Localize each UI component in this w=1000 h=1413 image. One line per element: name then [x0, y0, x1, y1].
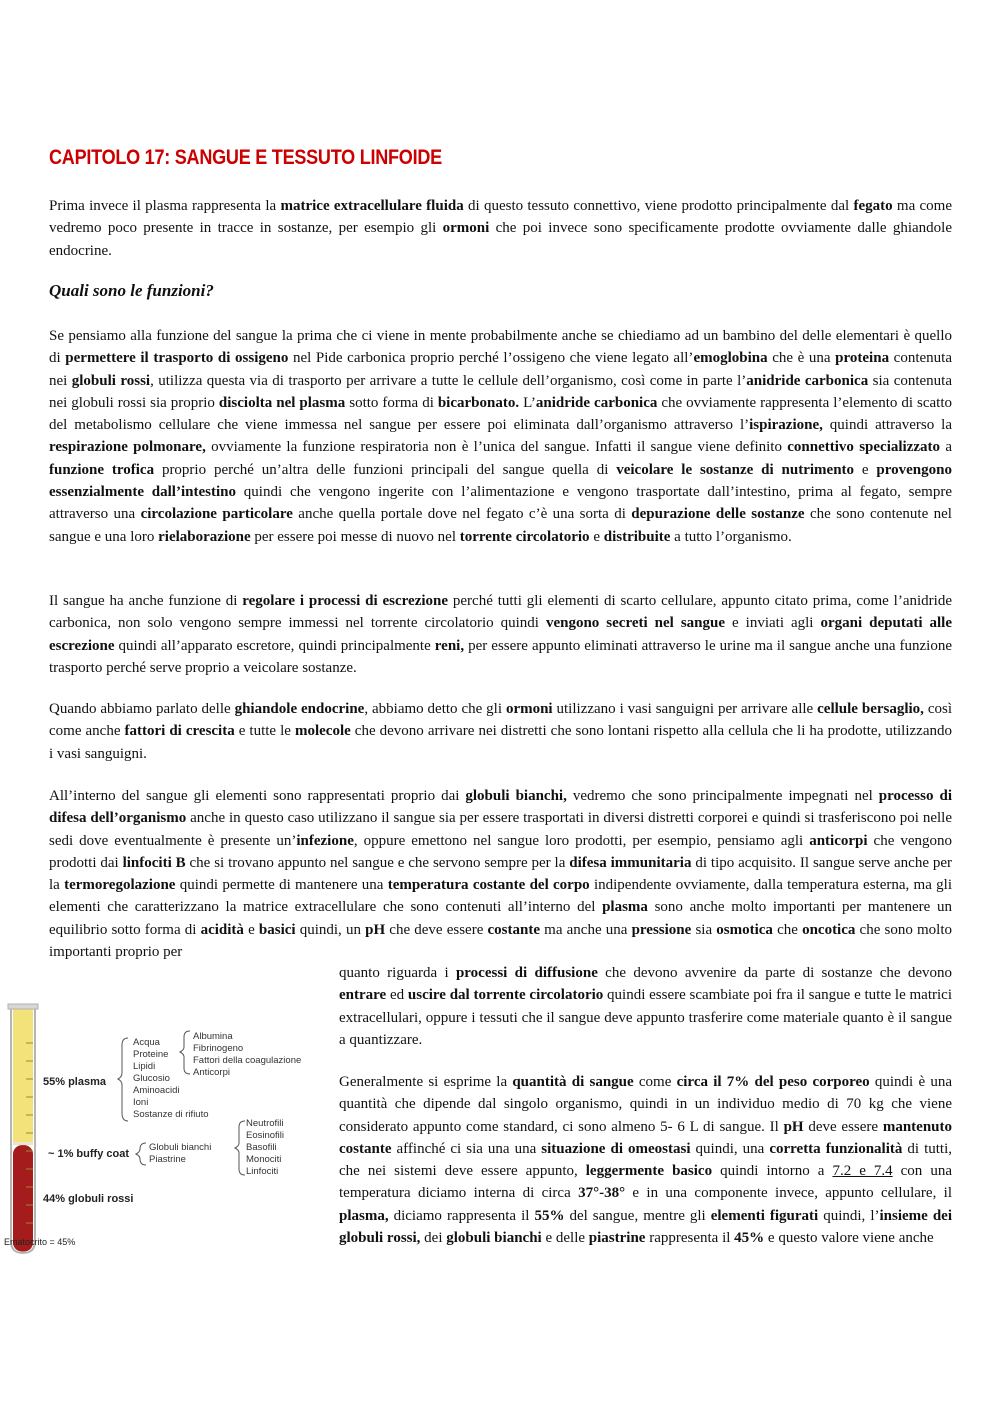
text-run: di tipo acquisito. Il sangue serve anche per la [49, 854, 953, 894]
text-run: quindi che vengono ingerite con l’alimentazione e vengono trasportate dall’intestino, prima al fegato, sempre attraverso una [49, 484, 952, 523]
bold-term: molecole [294, 723, 351, 740]
text-run: Generalmente si esprime la [339, 1074, 513, 1090]
bold-term: difesa immunitaria [569, 854, 692, 871]
paragraph-functions [49, 325, 952, 548]
paragraph-endocrine [49, 698, 952, 765]
svg-text:Linfociti: Linfociti [246, 1166, 279, 1177]
bold-term: entrare [339, 987, 387, 1004]
text-run: sia [691, 921, 717, 938]
bold-term: disciolta nel plasma [218, 394, 346, 411]
bold-term: processi di diffusione [455, 965, 598, 981]
bold-term: plasma, [339, 1207, 389, 1224]
bold-term: pH [783, 1118, 804, 1135]
text-run: quindi permette di mantenere una [175, 877, 388, 894]
text-run: ovviamente la funzione respiratoria non è l’unica del sangue. Infatti il sangue viene definito [205, 439, 788, 456]
bold-term: veicolare le sostanze di nutrimento [616, 461, 855, 478]
protein-components [193, 1031, 301, 1078]
paragraph-diffusion [339, 962, 952, 1051]
tube-plasma-layer [13, 1009, 33, 1142]
bold-term: emoglobina [693, 350, 768, 367]
text-run: quindi, una [690, 1140, 770, 1157]
bold-term: torrente circolatorio [459, 528, 590, 545]
text-run: deve essere [803, 1118, 883, 1135]
bold-term: circolazione particolare [140, 506, 293, 523]
text-run: e delle [541, 1230, 589, 1247]
bold-term: pH [365, 921, 386, 938]
tube-rbc-layer [13, 1145, 33, 1252]
bold-term: organi deputati alle escrezione [49, 615, 952, 654]
text-run: sotto forma di [345, 394, 438, 411]
text-run: per essere poi messe di nuovo nel [250, 528, 460, 545]
text-run: , utilizza questa via di trasporto per arrivare a tutte le cellule dell’organismo, così come in parte l’ [150, 372, 747, 389]
bold-term: cellule bersaglio, [817, 701, 924, 717]
svg-text:Anticorpi: Anticorpi [193, 1067, 230, 1078]
text-run: così come anche [49, 701, 953, 740]
text-run: e inviati agli [725, 615, 821, 632]
bold-term: rielaborazione [158, 528, 251, 545]
text-run: come [633, 1074, 677, 1090]
bold-term: ghiandole endocrine [234, 701, 365, 717]
text-run: indipendente ovviamente, dalla temperatura esterna, ma gli elementi che caratterizzano la matrice extracellulare che sono contenuti all’interno del [49, 877, 953, 916]
hematocrit-label: Ematocrito = 45% [4, 1237, 76, 1247]
text-run: quindi all’apparato escretore, quindi principalmente [114, 637, 435, 654]
text-run: e [243, 921, 259, 938]
svg-text:Ioni: Ioni [133, 1097, 149, 1108]
bold-term: 45% [734, 1230, 765, 1247]
text-run: che si trovano appunto nel sangue e che servono sempre per la [185, 854, 570, 871]
text-run: a tutto l’organismo. [670, 528, 792, 545]
bold-term: termoregolazione [64, 877, 176, 894]
text-run: ma anche una [540, 921, 632, 938]
bold-term: uscire dal torrente circolatorio [407, 987, 604, 1004]
bold-term: situazione di omeostasi [541, 1140, 691, 1157]
bold-term: matrice extracellulare fluida [280, 198, 464, 214]
svg-text:Monociti: Monociti [246, 1154, 282, 1165]
text-run: che vengono prodotti dai [49, 832, 953, 871]
text-run: proprio perché un’altra delle funzioni principali del sangue quella di [154, 461, 617, 478]
bold-term: insieme dei globuli rossi, [339, 1207, 952, 1247]
plasma-brace [118, 1038, 128, 1121]
text-run: quindi intorno a [712, 1163, 833, 1180]
paragraph-defense [49, 785, 952, 963]
bold-term: funzione trofica [49, 461, 155, 478]
svg-text:Glucosio: Glucosio [133, 1073, 170, 1084]
bold-term: globuli bianchi, [465, 788, 567, 804]
text-run: sia contenuta nei globuli rossi sia proprio [49, 372, 952, 411]
text-run: che devono arrivare nei distretti che sono lontani rispetto alla cellula che li ha prodotte, utilizzando i vasi sanguigni. [49, 723, 952, 762]
text-run: che è una [767, 350, 836, 367]
bold-term: circa il 7% del peso corporeo [676, 1074, 870, 1090]
bold-term: permettere il trasporto di ossigeno [65, 350, 289, 367]
text-run: quindi, l’ [818, 1207, 880, 1224]
bold-term: anidride carbonica [746, 372, 869, 389]
bold-term: globuli rossi [71, 372, 151, 389]
text-run: del sangue, mentre gli [564, 1207, 711, 1224]
bold-term: proteina [835, 350, 890, 367]
bold-term: piastrine [588, 1230, 646, 1247]
svg-text:Sostanze di rifiuto: Sostanze di rifiuto [133, 1109, 209, 1120]
bold-term: costante [487, 921, 541, 938]
bold-term: infezione [296, 832, 354, 849]
bold-term: ormoni [505, 701, 553, 717]
bold-term: temperatura costante del corpo [387, 877, 590, 894]
blood-composition-figure [0, 995, 325, 1265]
svg-text:Piastrine: Piastrine [149, 1154, 186, 1165]
text-run: ma come vedremo poco presente in tracce in sostanze, per esempio gli [49, 198, 952, 237]
text-run: , abbiamo detto che gli [364, 701, 506, 717]
text-run: che deve essere [385, 921, 488, 938]
plasma-label: 55% plasma [43, 1076, 106, 1088]
paragraph-plasma [49, 195, 952, 262]
bold-term: elementi figurati [710, 1207, 819, 1224]
text-run: diciamo rappresenta il [388, 1207, 535, 1224]
text-run: per essere appunto eliminati attraverso le urine ma il sangue anche una funzione trasporto perché serve proprio a veicolare sostanze. [49, 637, 952, 676]
bold-term: depurazione delle sostanze [631, 506, 805, 523]
text-run: sono anche molto importanti per mantenere un equilibrio sotto forma di [49, 899, 952, 938]
text-run: ed [386, 987, 408, 1004]
buffy-coat-label: ~ 1% buffy coat [48, 1148, 129, 1160]
rbc-label: 44% globuli rossi [43, 1193, 134, 1205]
bold-term: vengono secreti nel sangue [545, 615, 725, 632]
bold-term: 37°-38° [578, 1185, 626, 1202]
bold-term: ormoni [442, 220, 490, 237]
text-run: che poi invece sono specificamente prodotte ovviamente dalle ghiandole endocrine. [49, 220, 952, 259]
text-run: utilizzano i vasi sanguigni per arrivare alle [552, 701, 818, 717]
bold-term: pressione [631, 921, 692, 938]
text-run: di questo tessuto connettivo, viene prodotto principalmente dal [463, 198, 854, 214]
bold-term: globuli bianchi [446, 1230, 542, 1247]
underlined-term: 7.2 e 7.4 [832, 1163, 893, 1180]
text-run: L’ [519, 394, 536, 411]
test-tube-rim [8, 1004, 38, 1009]
bold-term: processo di difesa dell’organismo [49, 788, 952, 827]
svg-text:Eosinofili: Eosinofili [246, 1130, 285, 1141]
svg-text:Albumina: Albumina [193, 1031, 233, 1042]
bold-term: fattori di crescita [124, 723, 235, 740]
text-run: nel Pide carbonica proprio perché l’ossigeno che viene legato all’ [288, 350, 694, 367]
bold-term: ispirazione, [749, 417, 823, 434]
text-run: Prima invece il plasma rappresenta la [49, 198, 281, 214]
svg-text:Acqua: Acqua [133, 1037, 160, 1048]
svg-text:Aminoacidi: Aminoacidi [133, 1085, 180, 1096]
text-run: quanto riguarda i [339, 965, 456, 981]
text-run: che sono molto importanti proprio per [49, 921, 952, 961]
bold-term: oncotica [802, 921, 856, 938]
text-run: e in una componente invece, appunto cellulare, il [625, 1185, 952, 1202]
svg-text:Lipidi: Lipidi [133, 1061, 156, 1072]
bold-term: basici [258, 921, 296, 938]
protein-brace [180, 1031, 190, 1074]
buffy-brace [136, 1143, 146, 1165]
bold-term: leggermente basico [585, 1163, 713, 1180]
text-run: rappresenta il [645, 1230, 735, 1247]
text-run: quindi attraverso la [822, 417, 953, 434]
text-run: che sono contenute nel sangue e una loro [49, 506, 952, 545]
wbc-brace [235, 1121, 245, 1175]
svg-text:Proteine: Proteine [133, 1049, 169, 1060]
text-run: e tutte le [234, 723, 295, 740]
text-run: a [940, 439, 952, 456]
text-run: Il sangue ha anche funzione di [49, 593, 243, 609]
text-run: e [589, 528, 604, 545]
text-run: Se pensiamo alla funzione del sangue la prima che ci viene in mente probabilmente anche se chiediamo ad un bambino del delle elementari è quello di [49, 328, 952, 367]
text-run: Quando abbiamo parlato delle [49, 701, 235, 717]
bold-term: bicarbonato. [437, 394, 520, 411]
bold-term: 55% [534, 1207, 565, 1224]
bold-term: anidride carbonica [535, 394, 658, 411]
bold-term: connettivo specializzato [787, 439, 941, 456]
text-run: contenuta nei [49, 350, 952, 389]
chapter-title: CAPITOLO 17: SANGUE E TESSUTO LINFOIDE [49, 146, 442, 169]
text-run: quindi, un [295, 921, 366, 938]
bold-term: anticorpi [809, 832, 868, 849]
svg-text:Neutrofili: Neutrofili [246, 1118, 284, 1129]
text-run: che ovviamente rappresenta l’elemento di scatto del metabolismo cellulare che viene immessa nel sangue per essere poi eliminata dall’organismo attraverso l’ [49, 394, 952, 434]
svg-text:Fibrinogeno: Fibrinogeno [193, 1043, 244, 1054]
bold-term: linfociti B [122, 854, 186, 871]
bold-term: provengono essenzialmente dall’intestino [49, 461, 952, 501]
text-run: vedremo che sono principalmente impegnati nel [566, 788, 879, 804]
text-run: affinché ci sia una una [391, 1140, 542, 1157]
text-run: con una temperatura diciamo interna di circa [339, 1163, 952, 1202]
svg-text:Basofili: Basofili [246, 1142, 277, 1153]
bold-term: distribuite [603, 528, 671, 545]
text-run: dei [420, 1230, 447, 1247]
text-run: quindi essere scambiate poi fra il sangue e tutte le matrici extracellulari, oppure i tessuti che il sangue deve appunto trasferire come materiale quanto è il sangue a quantizzare. [339, 987, 952, 1048]
text-run: anche quella portale dove nel fegato c’è una sorta di [292, 506, 632, 523]
text-run: quindi è una quantità che dipende dal singolo organismo, quindi in un individuo medio di 70 kg che viene considerato appunto come standard, ci sono almeno 5- 6 L di sangue. Il [339, 1074, 952, 1135]
text-run: e [854, 461, 877, 478]
text-run: anche in questo caso utilizzano il sangue sia per essere trasportati in diversi distretti corporei e quindi si trasferiscono poi nelle sedi dove eventualmente è presente un’ [49, 810, 952, 849]
bold-term: regolare i processi di escrezione [242, 593, 449, 609]
text-run: All’interno del sangue gli elementi sono rappresentati proprio dai [49, 788, 466, 804]
bold-term: fegato [853, 198, 893, 214]
bold-term: osmotica [716, 921, 773, 938]
text-run: perché tutti gli elementi di scarto cellulare, appunto citato prima, come l’anidride carbonica, non solo vengono sempre immessi nel torrente circolatorio quindi [49, 593, 952, 632]
text-run: di tutti, che nei sistemi deve essere appunto, [339, 1140, 953, 1180]
bold-term: acidità [200, 921, 244, 938]
paragraph-quantity [339, 1071, 952, 1249]
text-run: che devono avvenire da parte di sostanze che devono [597, 965, 953, 981]
tube-buffy-layer [13, 1142, 33, 1145]
bold-term: mantenuto costante [339, 1118, 952, 1157]
bold-term: corretta funzionalità [769, 1140, 903, 1157]
bold-term: quantità di sangue [512, 1074, 634, 1090]
buffy-components [149, 1142, 211, 1165]
bold-term: plasma [602, 899, 648, 916]
wbc-components [246, 1118, 284, 1177]
text-run: , oppure emettono nel sangue loro prodotti, per esempio, pensiamo agli [353, 832, 810, 849]
section-subtitle: Quali sono le funzioni? [49, 281, 214, 300]
svg-text:Globuli bianchi: Globuli bianchi [149, 1142, 212, 1153]
text-run: che [772, 921, 803, 938]
svg-text:Fattori della coagulazione: Fattori della coagulazione [193, 1055, 302, 1066]
text-run: e questo valore viene anche [764, 1230, 934, 1247]
paragraph-excretion [49, 590, 952, 679]
bold-term: respirazione polmonare, [49, 439, 206, 456]
bold-term: reni, [434, 637, 465, 654]
